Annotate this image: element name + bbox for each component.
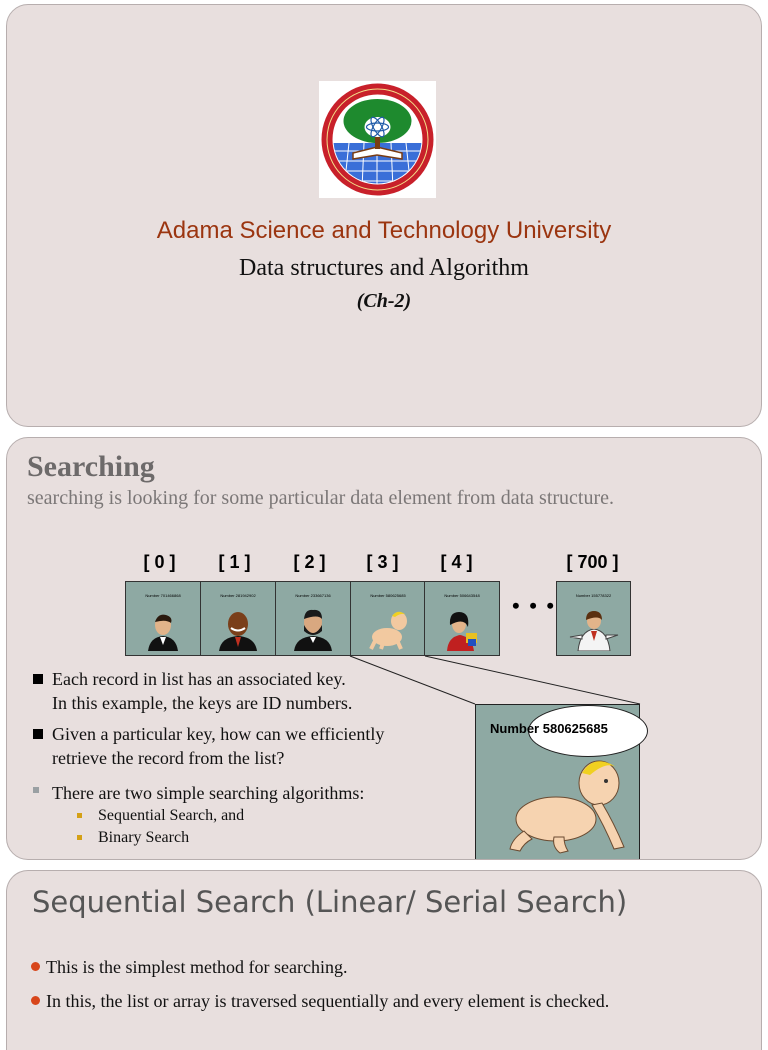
slide-title: Sequential Search (Linear/ Serial Search)	[32, 885, 628, 919]
square-bullet-icon	[33, 729, 43, 739]
ellipsis: • • •	[512, 593, 557, 618]
bullet-item: Given a particular key, how can we efficiently retrieve the record from the list?	[33, 722, 384, 770]
index-label: [ 0 ]	[143, 552, 176, 572]
searching-slide	[6, 437, 762, 860]
square-bullet-icon	[77, 835, 82, 840]
index-label: [ 2 ]	[293, 552, 326, 572]
record-number: Number 233667136	[295, 593, 331, 598]
index-label: [ 700 ]	[566, 552, 619, 572]
round-bullet-icon	[31, 996, 40, 1005]
round-bullet-icon	[31, 962, 40, 971]
zoomed-record-card	[475, 704, 640, 860]
record-number: Number 580625685	[370, 593, 406, 598]
square-bullet-icon	[33, 674, 43, 684]
zoomed-record-number-text: Number 580625685	[490, 721, 608, 736]
record-number: Number 506643548	[444, 593, 480, 598]
bullet-item: This is the simplest method for searching.	[31, 957, 347, 978]
index-label: [ 1 ]	[218, 552, 251, 572]
bullet-item: Each record in list has an associated key. In this example, the keys are ID numbers.	[33, 667, 352, 715]
record-number: Number 701466868	[145, 593, 181, 598]
sequential-search-slide	[6, 870, 762, 1050]
slide-definition: searching is looking for some particular data element from data structure.	[27, 487, 615, 509]
chapter-label: (Ch-2)	[356, 290, 412, 312]
bullet-item: In this, the list or array is traversed sequentially and every element is checked.	[31, 991, 609, 1012]
bullet-item: There are two simple searching algorithms:	[52, 783, 365, 803]
square-bullet-icon	[77, 813, 82, 818]
slide-title: Searching	[27, 450, 155, 483]
baby-icon	[494, 753, 634, 858]
university-name: Adama Science and Technology University	[156, 217, 612, 244]
course-title: Data structures and Algorithm	[239, 255, 529, 281]
record-number: Number 281942902	[220, 593, 256, 598]
university-logo	[319, 81, 436, 198]
sub-bullet-item: Sequential Search, and	[80, 807, 244, 825]
record-number: Number 155778322	[575, 593, 612, 598]
sub-bullet-item: Binary Search	[80, 829, 189, 847]
index-label: [ 3 ]	[366, 552, 399, 572]
index-label: [ 4 ]	[440, 552, 473, 572]
title-slide	[6, 4, 762, 427]
